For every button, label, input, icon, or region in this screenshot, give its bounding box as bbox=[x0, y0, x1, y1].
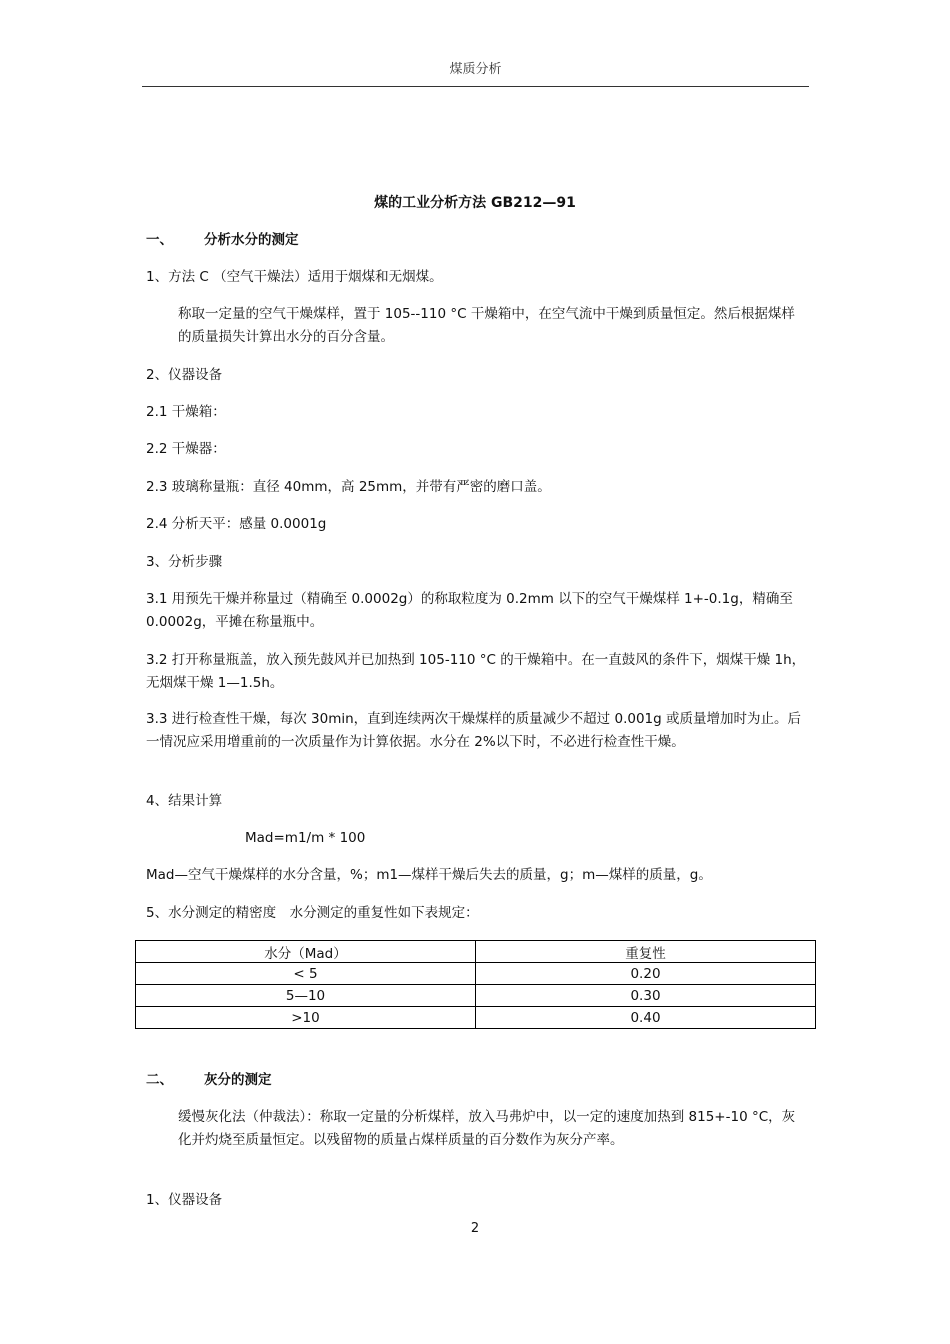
step-3: 3.3 进行检查性干燥，每次 30min，直到连续两次干燥煤样的质量减少不超过 0.001g 或质量增加时为止。后一情况应采用增重前的一次质量作为计算依据。水分在 2%以下时，不必进行检查性干燥。 bbox=[146, 711, 801, 750]
table-header-row bbox=[136, 941, 816, 963]
table-header-repeatability: 重复性 bbox=[476, 941, 816, 963]
ash-equipment-heading: 1、仪器设备 bbox=[146, 1192, 223, 1208]
equipment-item-1: 2.1 干燥箱： bbox=[146, 404, 226, 420]
table-header-moisture: 水分（Mad） bbox=[136, 941, 476, 963]
section-1-heading bbox=[146, 229, 299, 252]
table-cell: 0.40 bbox=[476, 1007, 816, 1029]
section-2-title: 灰分的测定 bbox=[204, 1072, 272, 1088]
section-2-number: 二、 bbox=[146, 1072, 173, 1088]
section-2-heading bbox=[146, 1069, 272, 1092]
precision-line: 5、水分测定的精密度 水分测定的重复性如下表规定： bbox=[146, 905, 479, 921]
repeatability-table bbox=[135, 940, 816, 1029]
steps-heading: 3、分析步骤 bbox=[146, 554, 223, 570]
table-row bbox=[136, 963, 816, 985]
result-heading: 4、结果计算 bbox=[146, 793, 223, 809]
page-number: 2 bbox=[470, 1221, 480, 1236]
formula-description: Mad—空气干燥煤样的水分含量，%；m1—煤样干燥后失去的质量，g；m—煤样的质量，g。 bbox=[146, 867, 712, 883]
section-1-number: 一、 bbox=[146, 232, 173, 248]
table-cell: < 5 bbox=[136, 963, 476, 985]
equipment-item-4: 2.4 分析天平：感量 0.0001g bbox=[146, 516, 327, 532]
table-cell: >10 bbox=[136, 1007, 476, 1029]
step-1: 3.1 用预先干燥并称量过（精确至 0.0002g）的称取粒度为 0.2mm 以下的空气干燥煤样 1+-0.1g，精确至 0.0002g，平摊在称量瓶中。 bbox=[146, 591, 793, 630]
table-row bbox=[136, 1007, 816, 1029]
table-row bbox=[136, 985, 816, 1007]
ash-description: 缓慢灰化法（仲裁法）：称取一定量的分析煤样，放入马弗炉中，以一定的速度加热到 815+-10 °C，灰化并灼烧至质量恒定。以残留物的质量占煤样质量的百分数作为灰分产率。 bbox=[178, 1109, 796, 1148]
step-2: 3.2 打开称量瓶盖，放入预先鼓风并已加热到 105-110 °C 的干燥箱中。在一直鼓风的条件下，烟煤干燥 1h，无烟煤干燥 1—1.5h。 bbox=[146, 652, 806, 691]
formula: Mad=m1/m * 100 bbox=[245, 830, 366, 846]
equipment-item-3: 2.3 玻璃称量瓶：直径 40mm，高 25mm，并带有严密的磨口盖。 bbox=[146, 479, 551, 495]
table-cell: 0.20 bbox=[476, 963, 816, 985]
method-description: 称取一定量的空气干燥煤样，置于 105--110 °C 干燥箱中，在空气流中干燥到质量恒定。然后根据煤样的质量损失计算出水分的百分含量。 bbox=[178, 306, 795, 345]
equipment-heading: 2、仪器设备 bbox=[146, 367, 223, 383]
table-cell: 5—10 bbox=[136, 985, 476, 1007]
section-1-title: 分析水分的测定 bbox=[204, 232, 299, 248]
table-cell: 0.30 bbox=[476, 985, 816, 1007]
equipment-item-2: 2.2 干燥器： bbox=[146, 441, 226, 457]
page-header: 煤质分析 bbox=[142, 58, 809, 87]
document-title: 煤的工业分析方法 GB212—91 bbox=[374, 195, 576, 211]
method-line: 1、方法 C （空气干燥法）适用于烟煤和无烟煤。 bbox=[146, 269, 443, 285]
